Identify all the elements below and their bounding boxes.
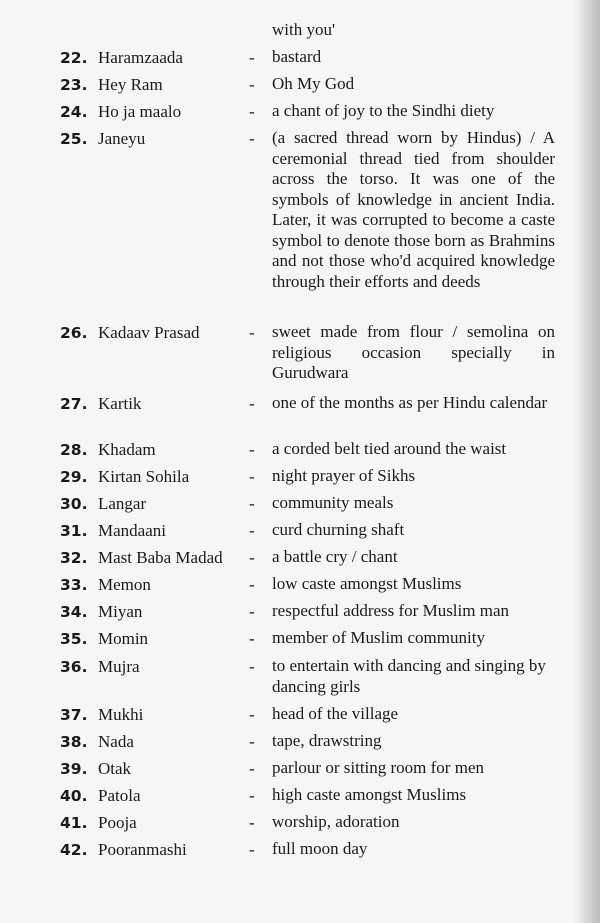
entry-number: 28. bbox=[60, 441, 88, 459]
entry-separator: - bbox=[249, 75, 255, 94]
entry-term: Miyan bbox=[98, 602, 143, 621]
entry-separator: - bbox=[249, 548, 255, 567]
entry-definition: curd churning shaft bbox=[272, 520, 405, 539]
entry-number: 38. bbox=[60, 733, 88, 751]
entry-separator: - bbox=[249, 629, 255, 648]
entry-separator: - bbox=[249, 813, 255, 832]
entry-term: Patola bbox=[98, 786, 141, 805]
entry-number: 36. bbox=[60, 658, 88, 676]
entry-definition: parlour or sitting room for men bbox=[272, 758, 484, 777]
entry-separator: - bbox=[249, 494, 255, 513]
entry-definition: a battle cry / chant bbox=[272, 547, 398, 566]
entry-definition: night prayer of Sikhs bbox=[272, 466, 416, 485]
entry-definition: sweet made from flour / semolina on religious occasion specially in Gurudwara bbox=[272, 322, 555, 382]
entry-number: 29. bbox=[60, 468, 88, 486]
entry-definition: (a sacred thread worn by Hindus) / A ceremonial thread tied from shoulder across the torso. It was one of the symbols of knowledge in ancient India. Later, it was corrupted to become a caste symbol to denote those born as Brahmins and not those who'd acquired knowledge through their efforts and deeds bbox=[272, 128, 555, 291]
entry-number: 27. bbox=[60, 395, 88, 413]
entry-number: 32. bbox=[60, 549, 88, 567]
entry-term: Mukhi bbox=[98, 705, 144, 724]
entry-term: Haramzaada bbox=[98, 48, 183, 67]
entry-number: 37. bbox=[60, 706, 88, 724]
entry-term: Mast Baba Madad bbox=[98, 548, 223, 567]
entry-term: Kadaav Prasad bbox=[98, 323, 200, 342]
entry-term: Mandaani bbox=[98, 521, 166, 540]
entry-number: 33. bbox=[60, 576, 88, 594]
entry-term: Momin bbox=[98, 629, 149, 648]
entry-separator: - bbox=[249, 102, 255, 121]
entry-definition: a chant of joy to the Sindhi diety bbox=[272, 101, 495, 120]
entry-separator: - bbox=[249, 759, 255, 778]
entry-term: Kirtan Sohila bbox=[98, 467, 190, 486]
entry-number: 22. bbox=[60, 49, 88, 67]
entry-term: Pooja bbox=[98, 813, 137, 832]
entry-number: 23. bbox=[60, 76, 88, 94]
entry-separator: - bbox=[249, 732, 255, 751]
entry-number: 42. bbox=[60, 841, 88, 859]
entry-definition: a corded belt tied around the waist bbox=[272, 439, 507, 458]
entry-definition: low caste amongst Muslims bbox=[272, 574, 462, 593]
page-edge-shadow bbox=[574, 0, 600, 923]
entry-term: Hey Ram bbox=[98, 75, 163, 94]
entry-number: 26. bbox=[60, 324, 88, 342]
entry-separator: - bbox=[249, 705, 255, 724]
entry-separator: - bbox=[249, 602, 255, 621]
entry-separator: - bbox=[249, 440, 255, 459]
entry-term: Mujra bbox=[98, 657, 140, 676]
entry-separator: - bbox=[249, 575, 255, 594]
entry-definition: community meals bbox=[272, 493, 394, 512]
entry-definition: member of Muslim community bbox=[272, 628, 485, 647]
entry-separator: - bbox=[249, 323, 255, 342]
entry-definition: high caste amongst Muslims bbox=[272, 785, 467, 804]
entry-term: Pooranmashi bbox=[98, 840, 187, 859]
entry-term: Langar bbox=[98, 494, 147, 513]
entry-separator: - bbox=[249, 840, 255, 859]
entry-definition: worship, adoration bbox=[272, 812, 400, 831]
entry-number: 24. bbox=[60, 103, 88, 121]
entry-term: Janeyu bbox=[98, 129, 146, 148]
entry-definition: bastard bbox=[272, 47, 322, 66]
entry-definition: one of the months as per Hindu calendar bbox=[272, 393, 548, 412]
continuation-text: with you' bbox=[272, 20, 336, 39]
entry-definition: respectful address for Muslim man bbox=[272, 601, 509, 620]
entry-term: Kartik bbox=[98, 394, 142, 413]
entry-definition: head of the village bbox=[272, 704, 399, 723]
entry-number: 25. bbox=[60, 130, 88, 148]
entry-number: 41. bbox=[60, 814, 88, 832]
entry-separator: - bbox=[249, 467, 255, 486]
entry-term: Khadam bbox=[98, 440, 156, 459]
entry-number: 39. bbox=[60, 760, 88, 778]
entry-number: 31. bbox=[60, 522, 88, 540]
entry-separator: - bbox=[249, 394, 255, 413]
entry-term: Ho ja maalo bbox=[98, 102, 182, 121]
entry-term: Memon bbox=[98, 575, 151, 594]
entry-number: 40. bbox=[60, 787, 88, 805]
entry-separator: - bbox=[249, 657, 255, 676]
entry-separator: - bbox=[249, 786, 255, 805]
entry-definition: to entertain with dancing and singing by dancing girls bbox=[272, 656, 546, 696]
entry-term: Otak bbox=[98, 759, 132, 778]
entry-number: 35. bbox=[60, 630, 88, 648]
entry-definition: full moon day bbox=[272, 839, 368, 858]
entry-term: Nada bbox=[98, 732, 134, 751]
entry-number: 30. bbox=[60, 495, 88, 513]
entry-separator: - bbox=[249, 129, 255, 148]
entry-number: 34. bbox=[60, 603, 88, 621]
entry-definition: Oh My God bbox=[272, 74, 355, 93]
entry-definition: tape, drawstring bbox=[272, 731, 382, 750]
entry-separator: - bbox=[249, 48, 255, 67]
entry-separator: - bbox=[249, 521, 255, 540]
